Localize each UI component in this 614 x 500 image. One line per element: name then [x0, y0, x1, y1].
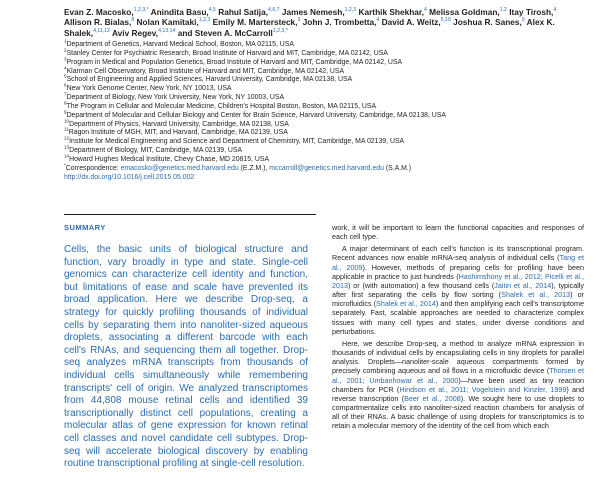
affiliation-item: $^5$School of Engineering and Applied Sciences, Harvard University, Cambridge, MA 02138, USA — [64, 74, 353, 84]
affiliation-item: $^6$New York Genome Center, New York, NY 10013, USA — [64, 82, 232, 93]
correspondence-line: *Correspondence: emacosko@genetics.med.harvard.edu (E.Z.M.), mccarroll@genetics.med.harvard.edu (S.A.M.) — [64, 162, 412, 172]
author-name: Aviv Regev, — [109, 27, 159, 38]
author-affiliation-marker: 1,2 — [499, 7, 507, 14]
affiliation-item: $^{12}$Institute for Medical Engineering and Science and Department of Chemistry, MIT, Cambridge, MA 02139, USA — [64, 135, 405, 146]
author-affiliation-marker: 1,2,3,* — [272, 28, 288, 35]
author-affiliation-marker: 9 — [297, 17, 301, 24]
author-name: Alex K. Shalek, — [64, 17, 555, 38]
doi-link[interactable]: http://dx.doi.org/10.1016/j.cell.2015.05.002 — [64, 173, 195, 181]
author-affiliation-marker: 4 — [423, 7, 427, 14]
author-name: Anindita Basu, — [148, 7, 209, 17]
author-name: Rahul Satija, — [215, 7, 269, 17]
author-name: Joshua R. Sanes, — [450, 17, 522, 28]
author-affiliation-marker: 4,11,12 — [93, 28, 110, 35]
author-affiliation-marker: 5,10 — [440, 17, 451, 24]
introduction-column — [332, 223, 584, 430]
author-affiliation-marker: 8 — [131, 17, 135, 24]
citation-link[interactable]: Jaitin et al., 2014 — [494, 280, 552, 290]
author-name: James Nemesh, — [279, 7, 345, 17]
author-affiliation-marker: 1,2,3,* — [133, 7, 149, 14]
author-name: Itay Tirosh, — [506, 7, 554, 17]
affiliation-item: $^{11}$Ragon Institute of MGH, MIT, and Harvard, Cambridge, MA 02139, USA — [64, 127, 288, 137]
affiliation-item: $^8$The Program in Cellular and Molecular Medicine, Children's Hospital Boston, Boston, MA 02115, USA — [64, 100, 377, 110]
author-name: Allison R. Bialas, — [64, 17, 132, 28]
author-affiliation-marker: 1,2,3 — [198, 17, 211, 24]
citation-link[interactable]: Thorsen et al., 2001; Umbanhowar et al., 2000 — [332, 366, 585, 385]
citation-link[interactable]: Shalek et al., 2014 — [376, 299, 436, 309]
email-link-mccarroll[interactable]: mccarroll@genetics.med.harvard.edu — [269, 164, 384, 172]
affiliation-item: $^7$Department of Biology, New York University, New York, NY 10003, USA — [64, 91, 285, 102]
author-name: David A. Weitz, — [379, 17, 441, 28]
affiliation-item: $^3$Program in Medical and Population Genetics, Broad Institute of Harvard and MIT, Cambridge, MA 02142, USA — [64, 56, 403, 66]
affiliation-item: $^{14}$Howard Hughes Medical Institute, Chevy Chase, MD 20815, USA — [64, 153, 270, 163]
author-affiliation-marker: 4,5 — [208, 7, 216, 14]
author-name: Nolan Kamitaki, — [134, 17, 199, 28]
affiliation-item: $^1$Department of Genetics, Harvard Medical School, Boston, MA 02115, USA — [64, 38, 294, 48]
author-name: John J. Trombetta, — [300, 17, 377, 28]
intro-paragraph-2: A major determinant of each cell's function is its transcriptional program. Recent advances now enable mRNA-seq analysis of individual cells (Tang et al., 2009). However, methods of preparing cells for profiling have been applicable in practice to just hundreds (Hashimshony et al., 2012; Picelli et al., 2013) or (with automation) a few thousand cells (Jaitin et al., 2014), typically after first separating the cells by flow sorting (Shalek et al., 2013) or microfluidics (Shalek et al., 2014) and then amplifying each cell's transcriptome separately. Fast, scalable approaches are needed to characterize complex tissues with many cell types and states, under diverse conditions and perturbations. — [332, 244, 585, 336]
author-affiliation-marker: 9 — [521, 17, 525, 24]
citation-link[interactable]: Hindson et al., 2011; Vogelstein and Kinzler, 1999 — [399, 384, 567, 394]
author-name: Karthik Shekhar, — [356, 7, 424, 17]
author-affiliation-marker: 4,6,7 — [268, 7, 280, 14]
citation-link[interactable]: Shalek et al., 2013 — [501, 290, 571, 300]
affiliation-item: $^2$Stanley Center for Psychiatric Research, Broad Institute of Harvard and MIT, Cambridge, MA 02142, USA — [64, 47, 388, 57]
intro-paragraph-1: work, it will be important to learn the functional capacities and responses of each cell type. — [332, 223, 584, 242]
author-name: Melissa Goldman, — [426, 7, 500, 17]
author-list — [64, 7, 584, 38]
author-name: Evan Z. Macosko, — [64, 7, 134, 17]
affiliation-list — [64, 38, 584, 183]
author-name: and Steven A. McCarroll — [175, 27, 273, 38]
affiliation-item: $^{13}$Department of Biology, MIT, Cambridge, MA 02139, USA — [64, 144, 243, 155]
summary-heading: SUMMARY — [64, 223, 106, 232]
citation-link[interactable]: Tang et al., 2009 — [332, 253, 584, 272]
author-name: Emily M. Martersteck, — [210, 17, 298, 28]
author-affiliation-marker: 4,13,14 — [158, 28, 176, 35]
affiliation-item: $^9$Department of Molecular and Cellular Biology and Center for Brain Science, Harvard University, Cambridge, MA 02138, USA — [64, 109, 446, 119]
affiliation-item: $^4$Klarman Cell Observatory, Broad Institute of Harvard and MIT, Cambridge, MA 02142, USA — [64, 65, 345, 75]
author-affiliation-marker: 1,2,3 — [344, 7, 357, 14]
intro-paragraph-3: Here, we describe Drop-seq, a method to analyze mRNA expression in thousands of individual cells by encapsulating cells in tiny droplets for parallel analysis. Droplets—nanoliter-scale aqueous compartments formed by precisely combining aqueous and oil flows in a microfluidic device (Thorsen et al., 2001; Umbanhowar et al., 2000)—have been used as tiny reaction chambers for PCR (Hindson et al., 2011; Vogelstein and Kinzler, 1999) and reverse transcription (Beer et al., 2008). We sought here to use droplets to compartmentalize cells into nanoliter-sized reaction chambers for analysis of all of their RNAs. A basic challenge of using droplets for transcriptomics is to retain a molecular memory of the identity of the cell from which each — [332, 338, 585, 431]
citation-link[interactable]: Hashimshony et al., 2012; Picelli et al., 2013 — [332, 271, 585, 290]
author-affiliation-marker: 4 — [376, 17, 380, 24]
affiliation-item: $^{10}$Department of Physics, Harvard University, Cambridge, MA 02138, USA — [64, 118, 289, 128]
email-link-macosko[interactable]: emacosko@genetics.med.harvard.edu — [120, 164, 239, 172]
author-affiliation-marker: 4 — [553, 7, 557, 14]
citation-link[interactable]: Beer et al., 2008 — [404, 393, 461, 403]
section-divider — [64, 214, 316, 215]
summary-paragraph: Cells, the basic units of biological structure and function, vary broadly in type and state. Single-cell genomics can characterize cell identity and function, but limitations of ease and scale have prevented its broad application. Here we describe Drop-seq, a strategy for quickly profiling thousands of individual cells by separating them into nanoliter-sized aqueous droplets, associating a different barcode with each cell's RNAs, and sequencing them all together. Drop-seq analyzes mRNA transcripts from thousands of individual cells simultaneously while remembering transcripts' cell of origin. We analyzed transcriptomes from 44,808 mouse retinal cells and identified 39 transcriptionally distinct cell populations, creating a molecular atlas of gene expression for known retinal cell classes and novel candidate cell subtypes. Drop-seq will accelerate biological discovery by enabling routine transcriptional profiling at single-cell resolution. — [64, 244, 308, 470]
